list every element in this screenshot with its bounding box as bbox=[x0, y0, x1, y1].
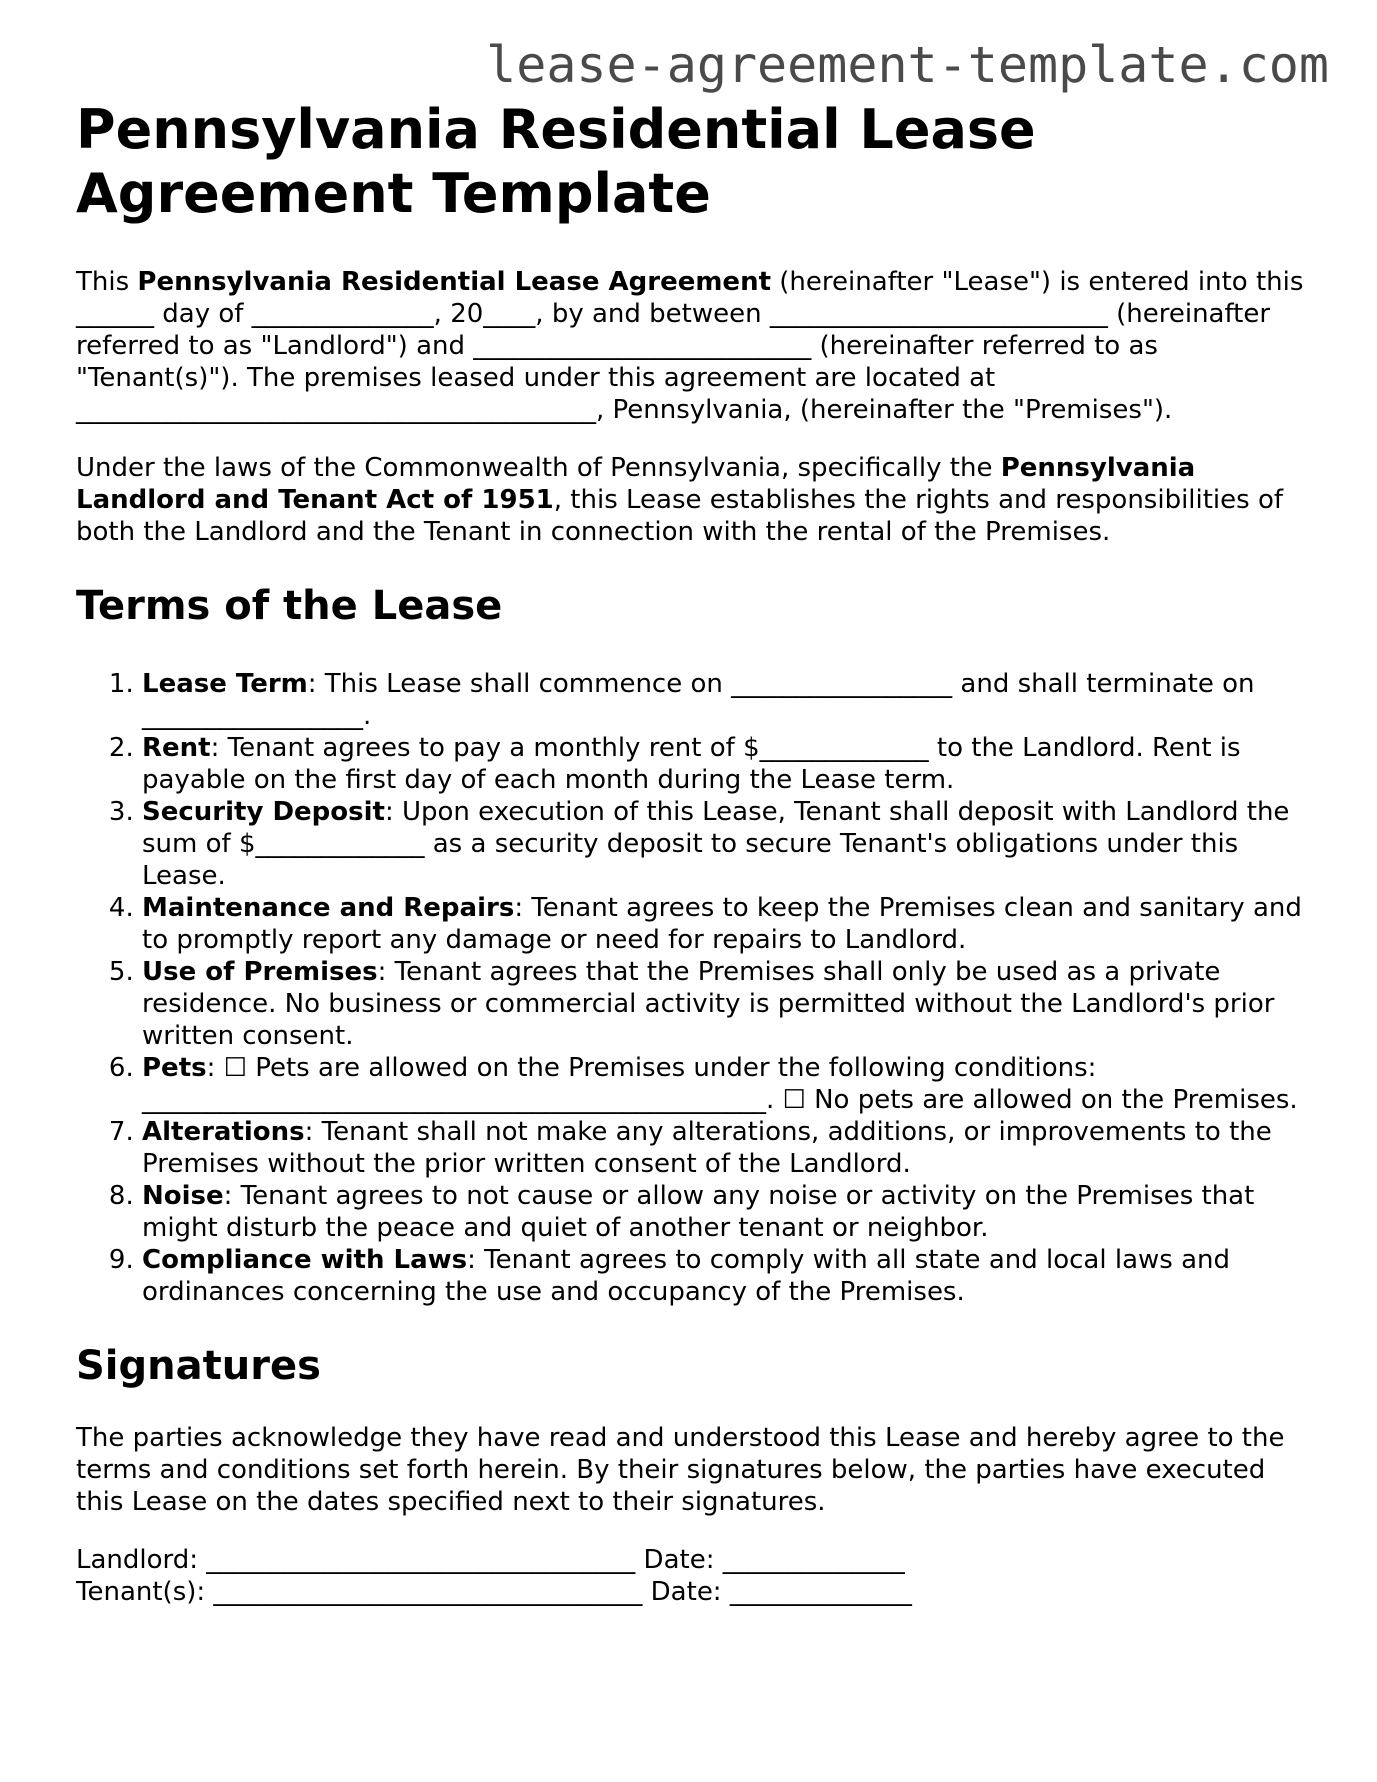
intro-post: (hereinafter "Lease") is entered into this ______ day of ______________, 20____, by and between __________________________ (hereinafter referred to as "Landlord") and __________________________ (hereinafter referred to as "Tenant(s)"). The premises leased under this agreement are located at ________________________________________, Pennsylvania, (hereinafter the "Premises"). bbox=[76, 267, 1304, 425]
watermark: lease-agreement-template.com bbox=[486, 36, 1329, 94]
term-text: : Tenant agrees that the Premises shall only be used as a private residence. No business or commercial activity is permitted without the Landlord's prior written consent. bbox=[142, 957, 1275, 1051]
term-text: : Tenant agrees to keep the Premises clean and sanitary and to promptly report any damage or need for repairs to Landlord. bbox=[142, 893, 1302, 955]
term-label: Lease Term bbox=[142, 669, 308, 699]
term-label: Rent bbox=[142, 733, 211, 763]
term-item bbox=[142, 796, 1308, 892]
law-paragraph bbox=[76, 452, 1308, 548]
landlord-signature-line: Landlord: _________________________________ Date: ______________ bbox=[76, 1545, 905, 1575]
terms-list bbox=[76, 668, 1308, 1308]
terms-heading: Terms of the Lease bbox=[76, 583, 503, 629]
document-title: Pennsylvania Residential Lease Agreement Template bbox=[76, 98, 1036, 225]
law-bold: Pennsylvania Landlord and Tenant Act of 1951 bbox=[76, 453, 1196, 515]
document-page bbox=[76, 98, 1308, 1608]
tenant-signature-line: Tenant(s): _________________________________ Date: ______________ bbox=[76, 1577, 912, 1607]
law-pre: Under the laws of the Commonwealth of Pennsylvania, specifically the bbox=[76, 453, 1001, 483]
term-item bbox=[142, 1116, 1308, 1180]
term-label: Alterations bbox=[142, 1117, 305, 1147]
term-item bbox=[142, 956, 1308, 1052]
term-label: Security Deposit bbox=[142, 797, 385, 827]
term-item bbox=[142, 732, 1308, 796]
term-label: Compliance with Laws bbox=[142, 1245, 468, 1275]
signatures-paragraph: The parties acknowledge they have read and understood this Lease and hereby agree to the terms and conditions set forth herein. By their signatures below, the parties have executed this Lease on the dates specified next to their signatures. bbox=[76, 1423, 1285, 1517]
term-item bbox=[142, 1244, 1308, 1308]
term-text: : Tenant agrees to pay a monthly rent of $_____________ to the Landlord. Rent is payable on the first day of each month during the Lease term. bbox=[142, 733, 1241, 795]
term-label: Maintenance and Repairs bbox=[142, 893, 515, 923]
term-label: Pets bbox=[142, 1053, 207, 1083]
term-text: : Tenant agrees to not cause or allow any noise or activity on the Premises that might disturb the peace and quiet of another tenant or neighbor. bbox=[142, 1181, 1255, 1243]
intro-pre: This bbox=[76, 267, 138, 297]
term-text: : Tenant shall not make any alterations, additions, or improvements to the Premises without the prior written consent of the Landlord. bbox=[142, 1117, 1272, 1179]
term-text: : Tenant agrees to comply with all state and local laws and ordinances concerning the use and occupancy of the Premises. bbox=[142, 1245, 1230, 1307]
term-text: : This Lease shall commence on _________________ and shall terminate on _________________. bbox=[142, 669, 1255, 731]
signature-block bbox=[76, 1544, 1308, 1608]
term-text: : Upon execution of this Lease, Tenant shall deposit with Landlord the sum of $_____________ as a security deposit to secure Tenant's obligations under this Lease. bbox=[142, 797, 1290, 891]
term-text: : ☐ Pets are allowed on the Premises under the following conditions: ________________________________________________. ☐ No pets are allowed on the Premises. bbox=[142, 1053, 1298, 1115]
term-item bbox=[142, 892, 1308, 956]
law-post: , this Lease establishes the rights and responsibilities of both the Landlord and the Tenant in connection with the rental of the Premises. bbox=[76, 485, 1284, 547]
signatures-heading: Signatures bbox=[76, 1343, 321, 1389]
term-item bbox=[142, 668, 1308, 732]
term-item bbox=[142, 1052, 1308, 1116]
intro-paragraph bbox=[76, 266, 1308, 426]
intro-bold: Pennsylvania Residential Lease Agreement bbox=[137, 267, 772, 297]
term-item bbox=[142, 1180, 1308, 1244]
term-label: Use of Premises bbox=[142, 957, 378, 987]
term-label: Noise bbox=[142, 1181, 224, 1211]
